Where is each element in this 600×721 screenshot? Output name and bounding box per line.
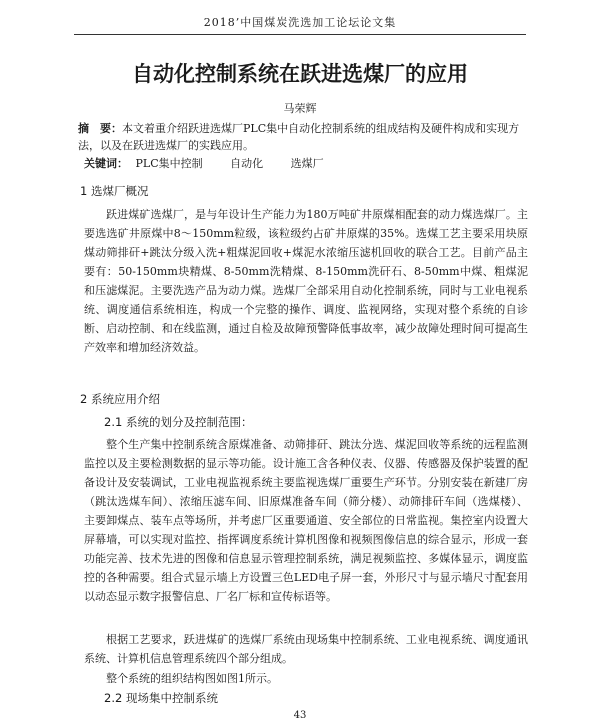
section-1-paragraph: 跃进煤矿选煤厂，是与年设计生产能力为180万吨矿井原煤相配套的动力煤选煤厂。主要选选矿井原煤中8～150mm粒级，该粒级约占矿井原煤的35%。选煤工艺主要采用块原煤动筛排矸+跳汰分级入洗+粗煤泥回收+煤泥水浓缩压滤机回收的联合工艺。目前产品主要有：50-150mm块精煤、8-50mm洗精煤、8-150mm洗矸石、8-50mm中煤、粗煤泥和压滤煤泥。主要洗选产品为动力煤。选煤厂全部采用自动化控制系统，同时与工业电视系统、调度通信系统相连，构成一个完整的操作、调度、监视网络，实现对整个系统的自诊断、启动控制、和在线监测，通过自检及故障预警降低事故率，减少故障处理时间可提高生产效率和增加经济效益。 (84, 208, 528, 354)
keyword: 自动化 (230, 157, 264, 170)
section-heading-1: 1 选煤厂概况 (80, 184, 149, 198)
abstract-text: 本文着重介绍跃进选煤厂PLC集中自动化控制系统的组成结构及硬件构成和实现方法，以及在跃进选煤厂的实践应用。 (78, 122, 520, 152)
subsection-2-1-paragraph: 根据工艺要求，跃进煤矿的选煤厂系统由现场集中控制系统、工业电视系统、调度通讯系统、计算机信息管理系统四个部分组成。 (84, 633, 528, 665)
running-header: 2018’中国煤炭洗选加工论坛论文集 (203, 16, 397, 29)
paper-title: 自动化控制系统在跃进选煤厂的应用 (132, 62, 468, 86)
abstract-label: 摘 要： (78, 122, 122, 135)
subsection-heading-2-1: 2.1 系统的划分及控制范围： (104, 415, 253, 429)
subsection-heading-2-2: 2.2 现场集中控制系统 (104, 691, 218, 705)
section-heading-2: 2 系统应用介绍 (80, 392, 160, 406)
subsection-2-1-paragraph: 整个生产集中控制系统含原煤准备、动筛排矸、跳汰分选、煤泥回收等系统的远程监测监控以及主要检测数据的显示等功能。设计施工含各种仪表、仪器、传感器及保护装置的配备设计及安装调试，工业电视监视系统主要监视选煤厂重要生产环节。分别安装在新建厂房（跳汰选煤车间）、浓缩压滤车间、旧原煤准备车间（筛分楼）、动筛排矸车间（选煤楼）、主要卸煤点、装车点等场所，并考虑厂区重要通道、安全部位的日常监视。集控室内设置大屏幕墙，可以实现对监控、指挥调度系统计算机图像和视频图像信息的综合显示，形成一套功能完善、技术先进的图像和信息显示管理控制系统，满足视频监控、多媒体显示，调度监控的各种需要。组合式显示墙上方设置三色LED电子屏一套，外形尺寸与显示墙尺寸配套用以动态显示数字报警信息、厂名厂标和宣传标语等。 (84, 438, 528, 603)
keyword: PLC集中控制 (135, 157, 203, 170)
keywords (84, 155, 348, 171)
subsection-2-1-paragraph: 整个系统的组织结构图如图1所示。 (106, 672, 278, 685)
abstract (78, 120, 528, 154)
keywords-label: 关键词： (84, 157, 128, 170)
page-number: 43 (293, 710, 307, 721)
header-divider (74, 34, 526, 35)
keyword: 选煤厂 (290, 157, 324, 170)
author-name: 马荣辉 (283, 102, 317, 115)
